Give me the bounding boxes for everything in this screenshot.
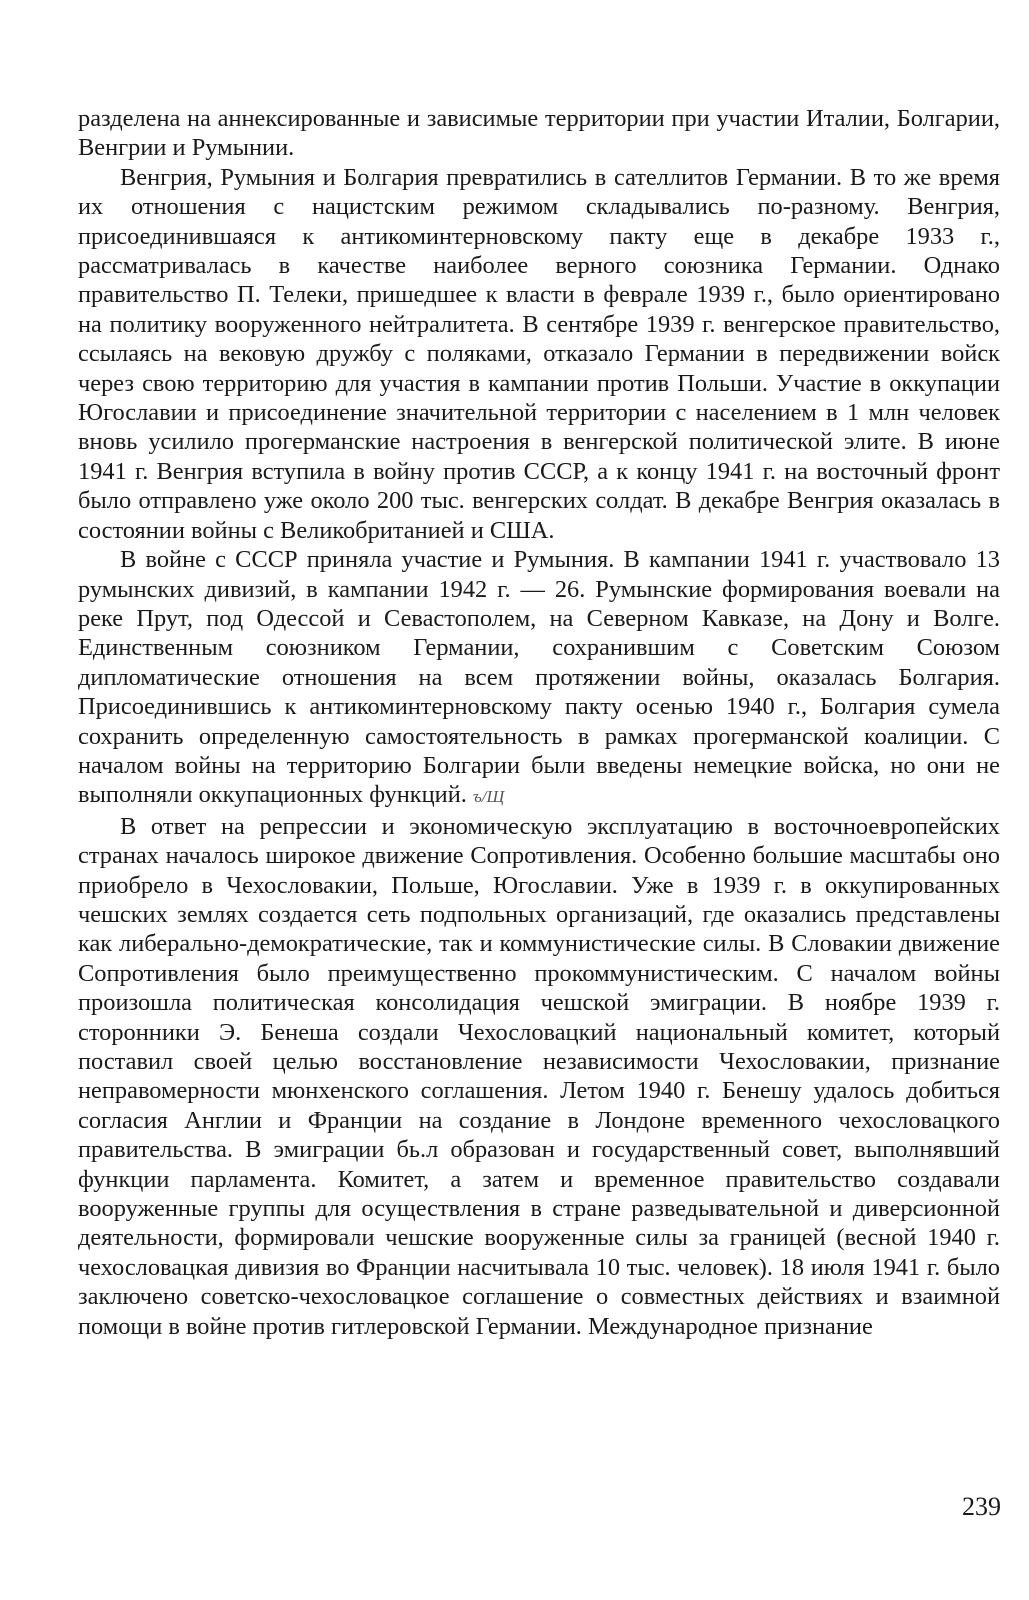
paragraph-3 xyxy=(78,545,1000,812)
paragraph-2: Венгрия, Румыния и Болгария превратились в сателлитов Германии. В то же время их отношения с нацистским режимом складывались по-разному. Венгрия, присоединившаяся к антикоминтерновскому пакту еще в декабре 1933 г., рассматривалась в качестве наиболее верного союзника Германии. Однако правительство П. Телеки, пришедшее к власти в феврале 1939 г., было ориентировано на политику вооруженного нейтралитета. В сентябре 1939 г. венгерское правительство, ссылаясь на вековую дружбу с поляками, отказало Германии в передвижении войск через свою территорию для участия в кампании против Польши. Участие в оккупации Югославии и присоединение значительной территории с населением в 1 млн человек вновь усилило прогерманские настроения в венгерской политической элите. В июне 1941 г. Венгрия вступила в войну против СССР, а к концу 1941 г. на восточный фронт было отправлено уже около 200 тыс. венгерских солдат. В декабре Венгрия оказалась в состоянии войны с Великобританией и США. xyxy=(78,163,1000,544)
document-body xyxy=(78,104,1000,1341)
paragraph-1: разделена на аннексированные и зависимые территории при участии Италии, Болгарии, Венгрии и Румынии. xyxy=(78,105,1000,162)
paragraph-3-text: В войне с СССР приняла участие и Румыния. В кампании 1941 г. участвовало 13 румынских дивизий, в кампании 1942 г. — 26. Румынские формирования воевали на реке Прут, под Одессой и Севастополем, на Северном Кавказе, на Дону и Волге. Единственным союзником Германии, сохранившим с Советским Союзом дипломатические отношения на всем протяжении войны, оказалась Болгария. Присоединившись к антикоминтерновскому пакту осенью 1940 г., Болгария сумела сохранить определенную самостоятельность в рамках прогерманской коалиции. С началом войны на территорию Болгарии были введены немецкие войска, но они не выполняли оккупационных функций. xyxy=(78,546,1000,809)
scan-artifact-mark: ъ/Щ xyxy=(472,787,505,807)
page-number: 239 xyxy=(962,1492,1001,1521)
paragraph-4: В ответ на репрессии и экономическую эксплуатацию в восточноевропейских странах началось широкое движение Сопротивления. Особенно большие масштабы оно приобрело в Чехословакии, Польше, Югославии. Уже в 1939 г. в оккупированных чешских землях создается сеть подпольных организаций, где оказались представлены как либерально-демократические, так и коммунистические силы. В Словакии движение Сопротивления было преимущественно прокоммунистическим. С началом войны произошла политическая консолидация чешской эмиграции. В ноябре 1939 г. сторонники Э. Бенеша создали Чехословацкий национальный комитет, который поставил своей целью восстановление независимости Чехословакии, признание неправомерности мюнхенского соглашения. Летом 1940 г. Бенешу удалось добиться согласия Англии и Франции на создание в Лондоне временного чехословацкого правительства. В эмиграции бь.л образован и государственный совет, выполнявший функции парламента. Комитет, а затем и временное правительство создавали вооруженные группы для осуществления в стране разведывательной и диверсионной деятельности, формировали чешские вооруженные силы за границей (весной 1940 г. чехословацкая дивизия во Франции насчитывала 10 тыс. человек). 18 июля 1941 г. было заключено советско-чехословацкое соглашение о совместных действиях и взаимной помощи в войне против гитлеровской Германии. Международное признание xyxy=(78,812,1000,1340)
